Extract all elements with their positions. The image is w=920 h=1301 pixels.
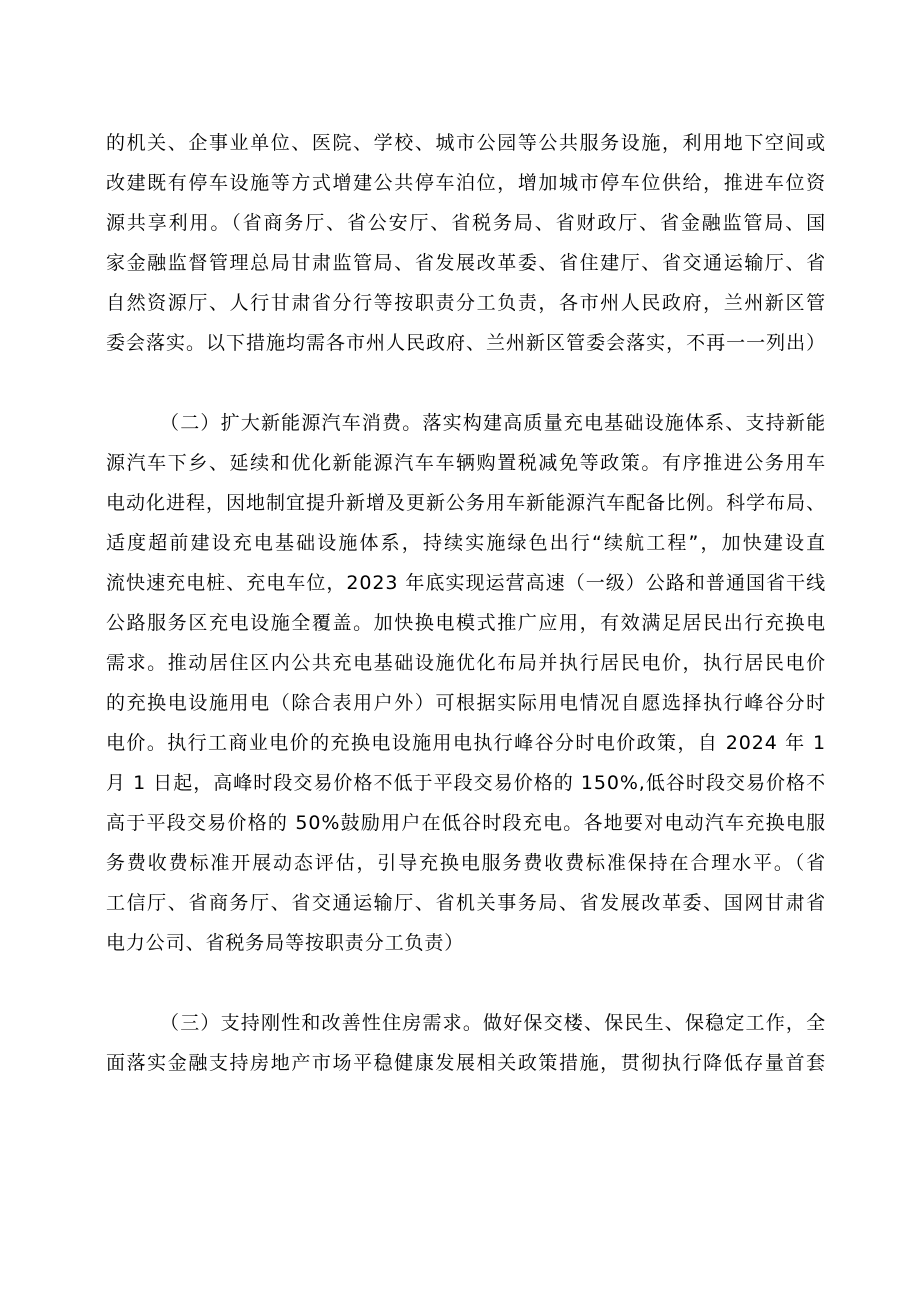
paragraph-line: 工信厅、省商务厅、省交通运输厅、省机关事务局、省发展改革委、国网甘肃省 bbox=[106, 892, 826, 914]
paragraph-line: 源共享利用。（省商务厅、省公安厅、省税务局、省财政厅、省金融监管局、国 bbox=[106, 212, 826, 234]
paragraph-line: 的充换电设施用电（除合表用户外）可根据实际用电情况自愿选择执行峰谷分时 bbox=[106, 692, 826, 714]
paragraph-line: 源汽车下乡、延续和优化新能源汽车车辆购置税减免等政策。有序推进公务用车 bbox=[106, 452, 826, 474]
paragraph-line: 月 1 日起，高峰时段交易价格不低于平段交易价格的 150%,低谷时段交易价格不 bbox=[106, 772, 826, 794]
paragraph-line: 的机关、企事业单位、医院、学校、城市公园等公共服务设施，利用地下空间或 bbox=[106, 132, 826, 154]
paragraph-line: 电动化进程，因地制宜提升新增及更新公务用车新能源汽车配备比例。科学布局、 bbox=[106, 492, 826, 514]
paragraph-line: 流快速充电桩、充电车位，2023 年底实现运营高速（一级）公路和普通国省干线 bbox=[106, 572, 826, 594]
paragraph-line: 家金融监督管理总局甘肃监管局、省发展改革委、省住建厅、省交通运输厅、省 bbox=[106, 252, 826, 274]
paragraph-line: 电力公司、省税务局等按职责分工负责） bbox=[106, 932, 465, 954]
paragraph-line: 公路服务区充电设施全覆盖。加快换电模式推广应用，有效满足居民出行充换电 bbox=[106, 612, 826, 634]
paragraph-line: 务费收费标准开展动态评估，引导充换电服务费收费标准保持在合理水平。（省 bbox=[106, 852, 826, 874]
paragraph-line: 需求。推动居住区内公共充电基础设施优化布局并执行居民电价，执行居民电价 bbox=[106, 652, 826, 674]
paragraph-line: 高于平段交易价格的 50%鼓励用户在低谷时段充电。各地要对电动汽车充换电服 bbox=[106, 812, 826, 834]
paragraph-line: 委会落实。以下措施均需各市州人民政府、兰州新区管委会落实，不再一一列出） bbox=[106, 332, 826, 354]
paragraph-line: 自然资源厅、人行甘肃省分行等按职责分工负责，各市州人民政府，兰州新区管 bbox=[106, 292, 826, 314]
paragraph-line: 电价。执行工商业电价的充换电设施用电执行峰谷分时电价政策，自 2024 年 1 bbox=[106, 732, 826, 754]
paragraph-line: 适度超前建设充电基础设施体系，持续实施绿色出行“续航工程”，加快建设直 bbox=[106, 532, 826, 554]
paragraph-line: （二）扩大新能源汽车消费。落实构建高质量充电基础设施体系、支持新能 bbox=[160, 412, 826, 434]
paragraph-line: 改建既有停车设施等方式增建公共停车泊位，增加城市停车位供给，推进车位资 bbox=[106, 172, 826, 194]
paragraph-line: 面落实金融支持房地产市场平稳健康发展相关政策措施，贯彻执行降低存量首套 bbox=[106, 1052, 826, 1074]
paragraph-line: （三）支持刚性和改善性住房需求。做好保交楼、保民生、保稳定工作，全 bbox=[160, 1012, 826, 1034]
